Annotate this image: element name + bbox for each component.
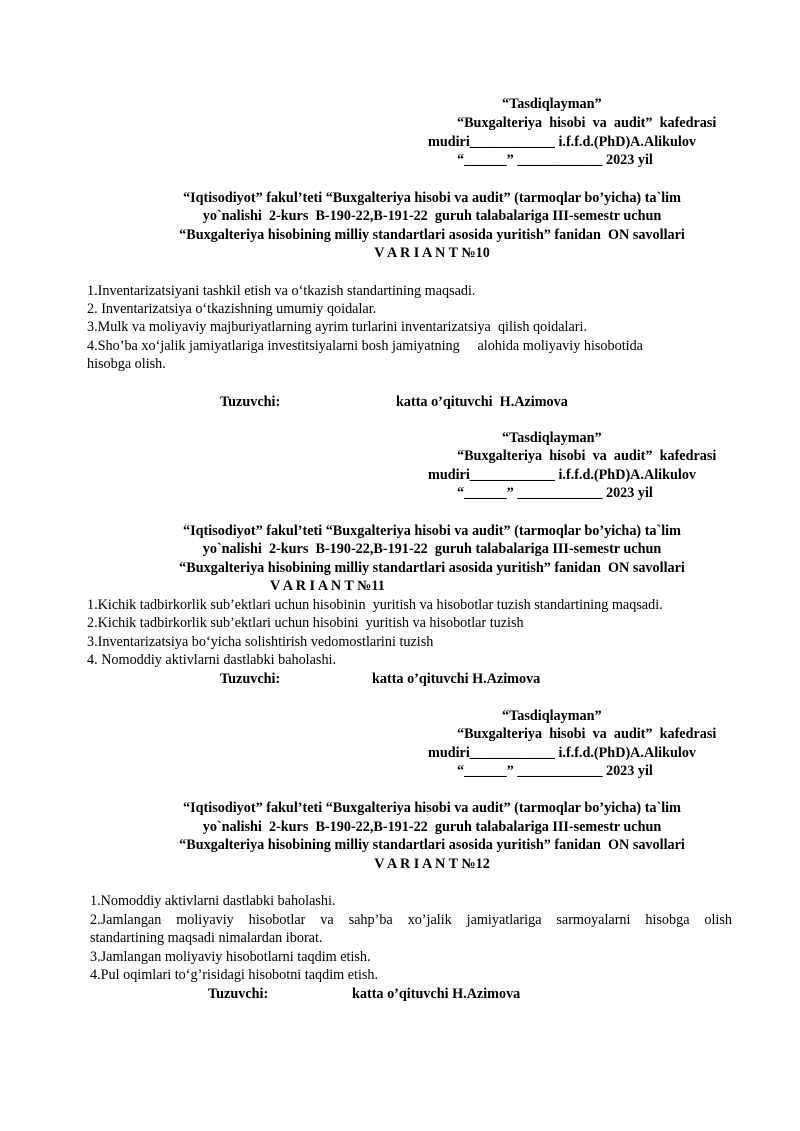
compiler-label: Tuzuvchi: bbox=[208, 986, 269, 1002]
header-faculty-line: “Iqtisodiyot” fakul’teti “Buxgalteriya hisobi va audit” (tarmoqlar bo’yicha) ta`lim bbox=[183, 800, 681, 816]
approval-title: “Tasdiqlayman” bbox=[502, 96, 602, 112]
question-item-continuation: hisobga olish. bbox=[87, 356, 166, 372]
question-item: 4.Pul oqimlari to‘g’risidagi hisobotni taqdim etish. bbox=[90, 967, 379, 983]
question-item: 3.Jamlangan moliyaviy hisobotlarni taqdim etish. bbox=[90, 949, 371, 965]
question-item: 3.Inventarizatsiya bo‘yicha solishtirish vedomostlarini tuzish bbox=[87, 634, 434, 650]
question-item: 4.Sho’ba xo‘jalik jamiyatlariga investitsiyalarni bosh jamiyatning alohida moliyaviy hisobotida bbox=[87, 338, 643, 354]
question-item: 2. Inventarizatsiya o‘tkazishning umumiy qoidalar. bbox=[87, 301, 377, 317]
header-group-line: yo`nalishi 2-kurs B-190-22,B-191-22 guruh talabalariga III-semestr uchun bbox=[202, 208, 662, 224]
approval-head-signature: mudiri____________ i.f.f.d.(PhD)A.Alikulov bbox=[428, 745, 697, 761]
variant-title: V A R I A N T №10 bbox=[374, 245, 490, 261]
compiler-label: Tuzuvchi: bbox=[220, 671, 281, 687]
approval-date: “______” ____________ 2023 yil bbox=[457, 152, 653, 168]
question-item: 2.Kichik tadbirkorlik sub’ektlari uchun hisobini yuritish va hisobotlar tuzish bbox=[87, 615, 524, 631]
compiler-name: katta o’qituvchi H.Azimova bbox=[372, 671, 541, 687]
header-faculty-line: “Iqtisodiyot” fakul’teti “Buxgalteriya hisobi va audit” (tarmoqlar bo’yicha) ta`lim bbox=[183, 523, 681, 539]
approval-department: “Buxgalteriya hisobi va audit” kafedrasi bbox=[457, 115, 717, 131]
question-item-continuation: standartining maqsadi nimalardan iborat. bbox=[90, 930, 323, 946]
question-item: 4. Nomoddiy aktivlarni dastlabki baholashi. bbox=[87, 652, 337, 668]
question-item: 3.Mulk va moliyaviy majburiyatlarning ayrim turlarini inventarizatsiya qilish qoidalari. bbox=[87, 319, 587, 335]
question-item: 1.Inventarizatsiyani tashkil etish va o‘tkazish standartining maqsadi. bbox=[87, 283, 476, 299]
approval-date: “______” ____________ 2023 yil bbox=[457, 763, 653, 779]
approval-department: “Buxgalteriya hisobi va audit” kafedrasi bbox=[457, 448, 717, 464]
question-item: 2.Jamlangan moliyaviy hisobotlar va sahp’ba xo’jalik jamiyatlariga sarmoyalarni hisobga olish bbox=[90, 912, 732, 928]
header-group-line: yo`nalishi 2-kurs B-190-22,B-191-22 guruh talabalariga III-semestr uchun bbox=[202, 541, 662, 557]
variant-title: V A R I A N T №12 bbox=[374, 856, 490, 872]
header-subject-line: “Buxgalteriya hisobining milliy standartlari asosida yuritish” fanidan ON savollari bbox=[179, 560, 685, 576]
approval-title: “Tasdiqlayman” bbox=[502, 708, 602, 724]
header-subject-line: “Buxgalteriya hisobining milliy standartlari asosida yuritish” fanidan ON savollari bbox=[179, 227, 685, 243]
header-faculty-line: “Iqtisodiyot” fakul’teti “Buxgalteriya hisobi va audit” (tarmoqlar bo’yicha) ta`lim bbox=[183, 190, 681, 206]
header-group-line: yo`nalishi 2-kurs B-190-22,B-191-22 guruh talabalariga III-semestr uchun bbox=[202, 819, 662, 835]
approval-head-signature: mudiri____________ i.f.f.d.(PhD)A.Alikulov bbox=[428, 134, 697, 150]
header-subject-line: “Buxgalteriya hisobining milliy standartlari asosida yuritish” fanidan ON savollari bbox=[179, 837, 685, 853]
question-item: 1.Nomoddiy aktivlarni dastlabki baholashi. bbox=[90, 893, 336, 909]
approval-title: “Tasdiqlayman” bbox=[502, 430, 602, 446]
approval-date: “______” ____________ 2023 yil bbox=[457, 485, 653, 501]
compiler-name: katta o’qituvchi H.Azimova bbox=[396, 394, 568, 410]
variant-title: V A R I A N T №11 bbox=[270, 578, 385, 594]
approval-head-signature: mudiri____________ i.f.f.d.(PhD)A.Alikulov bbox=[428, 467, 697, 483]
compiler-name: katta o’qituvchi H.Azimova bbox=[352, 986, 521, 1002]
question-item: 1.Kichik tadbirkorlik sub’ektlari uchun hisobinin yuritish va hisobotlar tuzish standartining maqsadi. bbox=[87, 597, 663, 613]
compiler-label: Tuzuvchi: bbox=[220, 394, 281, 410]
approval-department: “Buxgalteriya hisobi va audit” kafedrasi bbox=[457, 726, 717, 742]
